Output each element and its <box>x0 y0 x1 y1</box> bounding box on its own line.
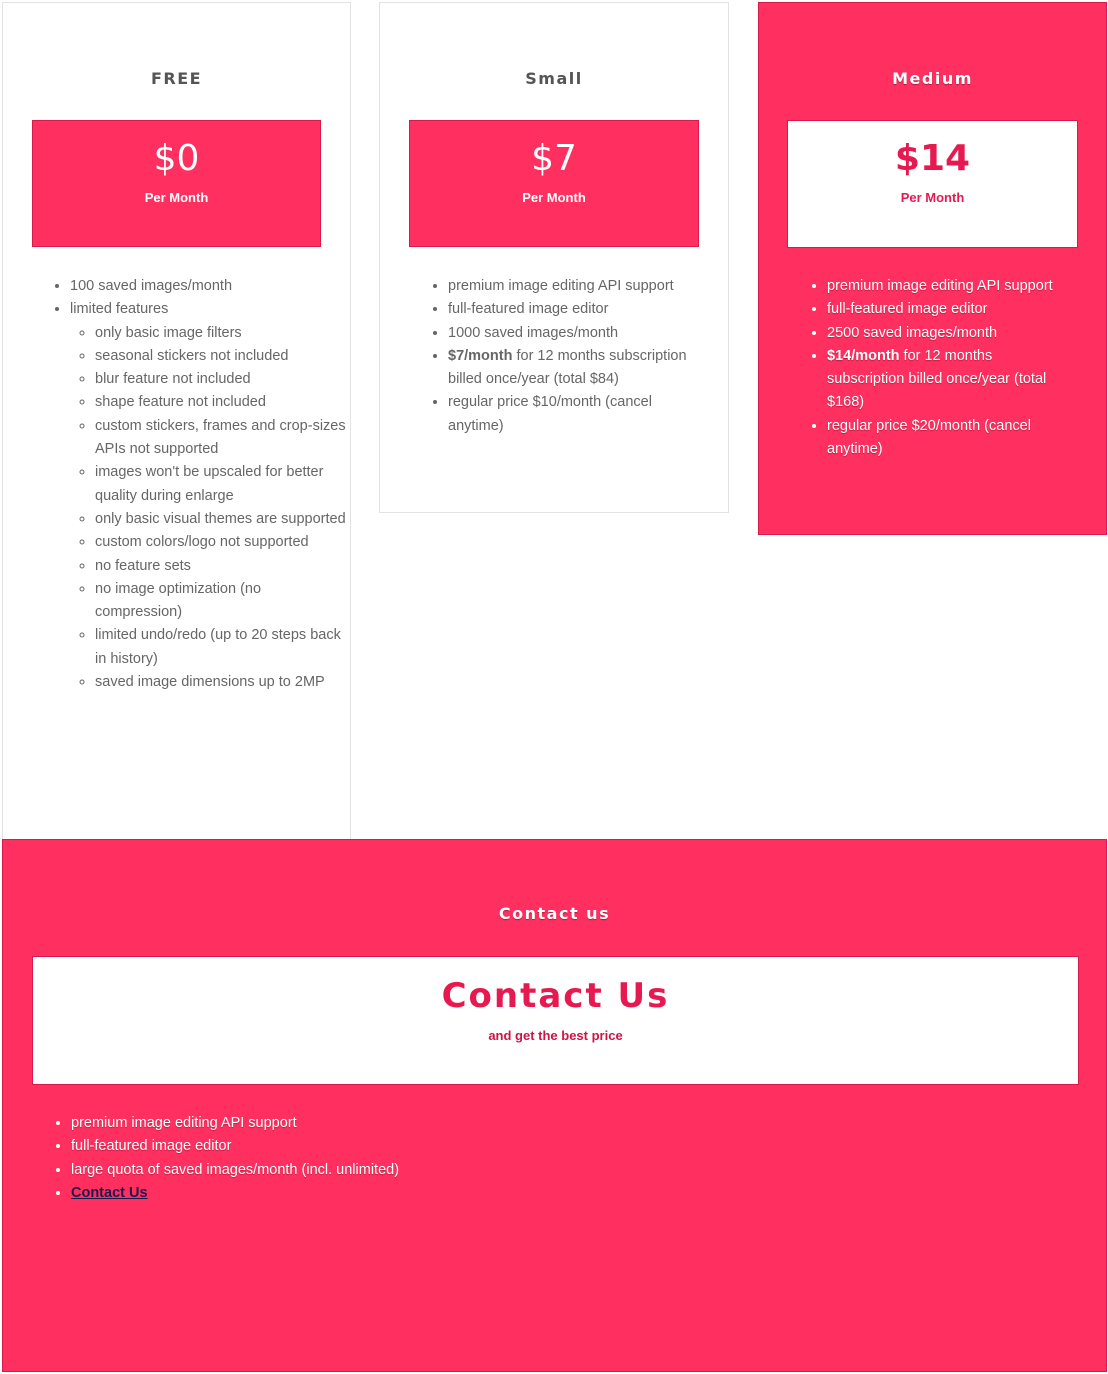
feature-list <box>434 275 710 438</box>
subscription-price: $14/month <box>827 347 900 364</box>
price-box <box>787 120 1078 248</box>
plan-title: FREE <box>150 69 203 88</box>
list-item: ◦ no feature sets <box>95 555 348 578</box>
price-amount: $0 <box>153 138 200 179</box>
price-period: Per Month <box>522 190 586 205</box>
plan-card-medium <box>758 2 1107 535</box>
list-item: ◦ limited undo/redo (up to 20 steps back in history) <box>95 624 348 671</box>
plan-title: Small <box>525 69 583 88</box>
subscription-terms: for 12 months subscription billed once/year (total $84) <box>448 347 687 388</box>
list-item: • full-featured image editor <box>71 1135 657 1158</box>
contact-subline: and get the best price <box>488 1028 623 1043</box>
list-item: • premium image editing API support <box>71 1112 657 1135</box>
list-item: • full-featured image editor <box>827 298 1065 321</box>
contact-us-link[interactable]: Contact Us <box>71 1184 148 1201</box>
list-item <box>827 345 1065 415</box>
subscription-price: $7/month <box>448 347 513 364</box>
list-item: • 1000 saved images/month <box>448 322 710 345</box>
feature-list <box>813 275 1065 461</box>
plan-title: Medium <box>892 69 973 88</box>
plan-card-free <box>2 2 351 839</box>
price-box <box>409 120 699 247</box>
list-item: ◦ only basic image filters <box>95 322 348 345</box>
list-item: ◦ saved image dimensions up to 2MP <box>95 671 348 694</box>
list-item: • large quota of saved images/month (incl. unlimited) <box>71 1159 657 1182</box>
price-box <box>32 120 321 247</box>
price-period: Per Month <box>900 190 965 205</box>
list-item: ◦ blur feature not included <box>95 368 348 391</box>
list-item: ◦ no image optimization (no compression) <box>95 578 348 625</box>
contact-headline: Contact Us <box>441 976 670 1016</box>
list-item: • regular price $10/month (cancel anytime) <box>448 391 710 438</box>
price-period: Per Month <box>144 190 209 205</box>
plan-title: Contact us <box>498 904 611 923</box>
list-item: ◦ custom colors/logo not supported <box>95 531 348 554</box>
feature-list <box>56 275 348 694</box>
list-item <box>70 298 348 694</box>
list-item: • 2500 saved images/month <box>827 322 1065 345</box>
list-item: ◦ only basic visual themes are supported <box>95 508 348 531</box>
list-item-label: limited features <box>70 301 169 318</box>
list-item: • premium image editing API support <box>827 275 1065 298</box>
list-item: ◦ shape feature not included <box>95 391 348 414</box>
limitations-list <box>70 322 348 695</box>
list-item: • regular price $20/month (cancel anytime) <box>827 415 1065 462</box>
price-box <box>32 956 1079 1085</box>
price-amount: $7 <box>531 138 577 179</box>
list-item: • full-featured image editor <box>448 298 710 321</box>
list-item: • premium image editing API support <box>448 275 710 298</box>
subscription-terms: for 12 months subscription billed once/year (total $168) <box>827 347 1047 411</box>
list-item: ◦ seasonal stickers not included <box>95 345 348 368</box>
list-item: ◦ custom stickers, frames and crop-sizes APIs not supported <box>95 415 348 462</box>
list-item <box>448 345 710 392</box>
list-item: ◦ images won't be upscaled for better quality during enlarge <box>95 461 348 508</box>
price-amount: $14 <box>894 138 971 179</box>
feature-list <box>57 1112 657 1205</box>
list-item <box>71 1182 657 1205</box>
list-item: • 100 saved images/month <box>70 275 348 298</box>
plan-card-contact <box>2 839 1107 1372</box>
plan-card-small <box>379 2 729 513</box>
